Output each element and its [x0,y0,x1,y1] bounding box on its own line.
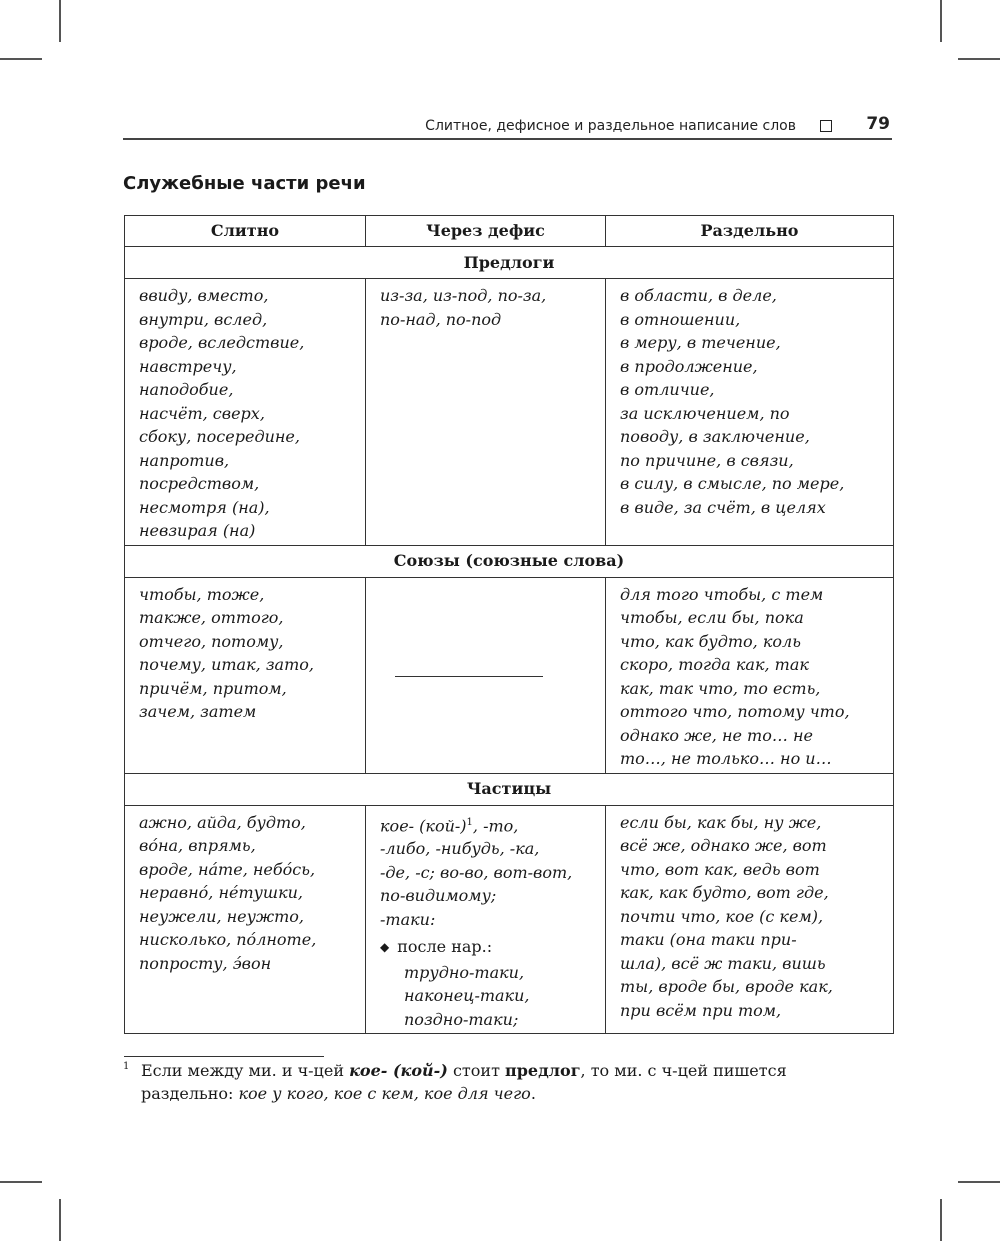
footnote-line [123,1082,893,1105]
list-item: невзирая (на) [139,521,256,540]
section-title: Служебные части речи [123,173,366,194]
conjunctions-separate-cell [606,577,894,773]
section-conjunctions: Союзы (союзные слова) [125,545,894,577]
footnote-ref: 1 [466,816,473,828]
list-item: внутри, вслед, [139,309,268,329]
list-item: что, вот как, ведь вот [620,859,820,879]
koe-text: кое- (кой-) [380,815,467,835]
particles-fused-cell [125,805,366,1034]
list-item: в отношении, [620,309,741,329]
list-item: по-видимому; [380,886,497,906]
list-item: в отличие, [620,380,715,399]
list-item: при всём при том, [620,1000,782,1020]
list-item: наподобие, [139,380,234,399]
list-item: в продолжение, [620,356,758,376]
crop-mark [59,1199,61,1241]
page-number: 79 [866,114,890,134]
list-item: отчего, потому, [139,631,284,651]
list-item: почти что, кое (с кем), [620,906,824,926]
section-prepositions: Предлоги [125,247,894,279]
footnote [123,1059,893,1105]
list-item: наконец-таки, [404,986,530,1006]
prepositions-hyphen-cell [366,279,606,546]
list-item: как, так что, то есть, [620,678,821,698]
list-item: -таки: [380,909,436,929]
bullet-label: после нар.: [397,937,493,957]
list-item: в виде, за счёт, в целях [620,497,826,517]
footnote-bold: предлог [505,1061,581,1080]
list-item: однако же, не то… не [620,725,813,745]
prepositions-fused-cell [125,279,366,546]
list-item: по причине, в связи, [620,450,794,470]
footnote-text: Если между ми. и ч-цей [141,1061,350,1080]
particles-row [125,805,894,1034]
footnote-text: раздельно: [141,1084,239,1103]
list-item: то…, не только… но и… [620,749,832,768]
list-item: напротив, [139,450,230,470]
crop-mark [0,1181,42,1183]
list-item: навстречу, [139,356,237,376]
header-separate: Раздельно [606,216,894,247]
footnote-rule [124,1056,324,1057]
list-item: трудно-таки, [404,962,525,982]
footnote-italic: кое у кого, кое с кем, кое для чего [238,1084,531,1103]
footnote-line [123,1059,893,1082]
list-item: что, как будто, коль [620,631,801,651]
footnote-text: , то ми. с ч-цей пишется [580,1061,787,1080]
list-item: чтобы, если бы, пока [620,608,804,627]
list-item: неужели, неужто, [139,906,304,926]
list-item: нисколько, пóлноте, [139,930,317,949]
koe-rest: , -то, [472,815,519,835]
list-item: поздно-таки; [404,1009,519,1029]
particles-separate-cell [606,805,894,1034]
list-item: поводу, в заключение, [620,427,810,446]
list-item: чтобы, тоже, [139,584,265,604]
list-item: зачем, затем [139,702,257,721]
list-item: неравнó, нéтушки, [139,883,304,902]
particles-hyphen-cell [366,805,606,1034]
list-item: по-над, по-под [380,309,502,329]
list-item: скоро, тогда как, так [620,655,809,674]
diamond-bullet-icon: ◆ [380,940,390,955]
header-row [125,216,894,247]
list-item: шла), всё ж таки, вишь [620,953,826,973]
list-item: попросту, э́вон [139,953,272,973]
checkbox-square-icon [820,120,832,132]
section-particles: Частицы [125,773,894,805]
list-item: также, оттого, [139,608,284,627]
list-item: вроде, вследствие, [139,333,305,352]
list-item: -де, -с; во-во, вот-вот, [380,862,573,882]
list-item: если бы, как бы, ну же, [620,812,822,832]
list-item: в силу, в смысле, по мере, [620,474,845,493]
list-item: оттого что, потому что, [620,702,850,721]
footnote-text: стоит [447,1061,506,1080]
list-item: почему, итак, зато, [139,655,314,674]
list-item: всё же, однако же, вот [620,836,827,855]
footnote-bold-italic: кое- (кой-) [349,1061,448,1080]
list-item: из-за, из-под, по-за, [380,286,547,305]
crop-mark [940,1199,942,1241]
conjunctions-hyphen-cell [366,577,606,773]
list-item: причём, притом, [139,678,287,698]
conjunctions-row [125,577,894,773]
header-fused: Слитно [125,216,366,247]
crop-mark [940,0,942,42]
list-item: в области, в деле, [620,286,777,305]
list-item: вóна, впрямь, [139,836,256,855]
prepositions-separate-cell [606,279,894,546]
list-item: как, как будто, вот где, [620,883,829,902]
crop-mark [958,58,1000,60]
header-hyphen: Через дефис [366,216,606,247]
conjunctions-fused-cell [125,577,366,773]
list-item: посредством, [139,474,260,493]
footnote-mark: 1 [123,1061,130,1072]
running-title: Слитное, дефисное и раздельное написание слов [425,118,796,134]
list-item [380,811,605,838]
service-parts-table [124,215,894,1034]
list-item: ввиду, вместо, [139,286,269,305]
list-item: в меру, в течение, [620,333,781,352]
list-item: вроде, нáте, небóсь, [139,859,316,879]
list-item: за исключением, по [620,403,790,423]
list-item: несмотря (на), [139,497,270,517]
list-item: ты, вроде бы, вроде как, [620,977,833,996]
prepositions-row [125,279,894,546]
crop-mark [958,1181,1000,1183]
empty-dash [395,676,543,677]
bullet-item [380,935,605,961]
list-item: насчёт, сверх, [139,403,265,423]
list-item: таки (она таки при- [620,930,797,949]
footnote-text: . [530,1084,536,1103]
list-item: сбоку, посередине, [139,427,300,446]
running-header [123,112,892,140]
list-item: для того чтобы, с тем [620,584,824,604]
crop-mark [0,58,42,60]
list-item: -либо, -нибудь, -ка, [380,839,540,859]
crop-mark [59,0,61,42]
list-item: ажно, айда, будто, [139,812,306,832]
